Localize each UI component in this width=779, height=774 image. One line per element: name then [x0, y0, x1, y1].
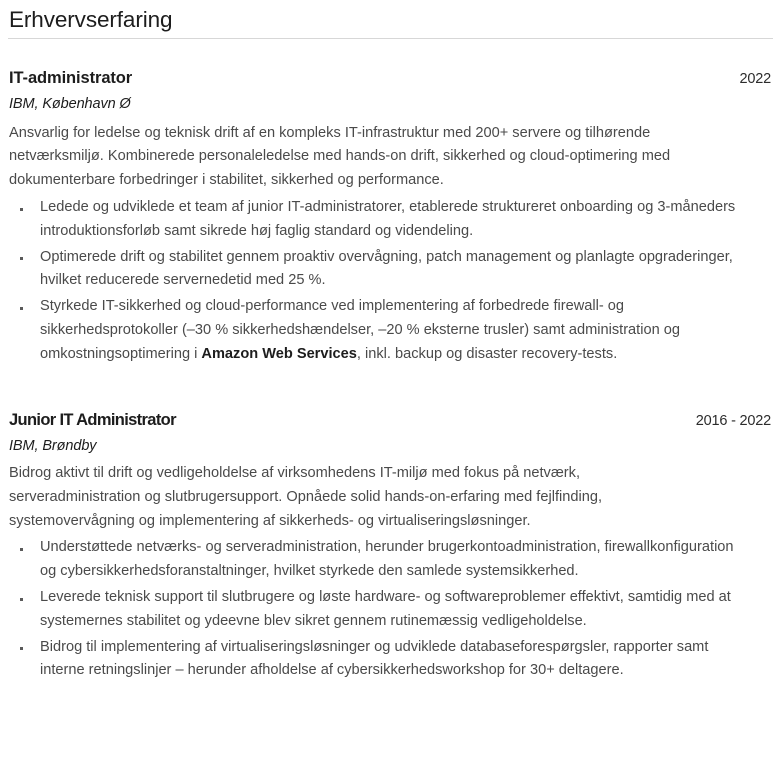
section-header: [8, 0, 773, 46]
list-item: [8, 586, 773, 634]
bullet-dot-icon: [20, 598, 23, 601]
list-item: [8, 536, 773, 584]
bullet-text-tail: , inkl. backup og disaster recovery-tests.: [356, 345, 618, 362]
bullet-dot-icon: [20, 307, 23, 310]
bullet-text: Ledede og udviklede et team af junior IT-administratorer, etablerede struktureret onboarding og 3-måneders introduktionsforløb samt sikrede høj faglig standard og videndeling.: [40, 198, 736, 239]
bullet-text-bold: Amazon Web Services: [201, 345, 357, 362]
list-item: [8, 246, 773, 294]
job-summary: Bidrog aktivt til drift og vedligeholdelse af virksomhedens IT-miljø med fokus på netværk, serveradministration og slutbrugersupport. Opnåede solid hands-on-erfaring med fejlfinding, systemovervågning og implementering af sikkerheds- og virtualiseringsløsninger.: [9, 465, 602, 529]
section-divider: [8, 38, 773, 39]
job-header: [8, 410, 773, 431]
bullet-text: Bidrog til implementering af virtualiseringsløsninger og udviklede databaseforespørgsler, rapporter samt interne retningslinjer – herunder afholdelse af cybersikkerhedsworkshop for 30+ deltagere.: [40, 638, 709, 679]
list-item: [8, 295, 773, 366]
job-summary: Ansvarlig for ledelse og teknisk drift af en kompleks IT-infrastruktur med 200+ servere og tilhørende netværksmiljø. Kombinerede personaleledelse med hands-on drift, sikkerhed og cloud-optimering med dokumenterbare forbedringer i stabilitet, sikkerhed og performance.: [9, 124, 671, 189]
job-entry: [8, 366, 773, 683]
bullet-dot-icon: [20, 548, 23, 551]
bullet-text: Styrkede IT-sikkerhed og cloud-performance ved implementering af forbedrede firewall- og sikkerhedsprotokoller (–30 % sikkerhedshændelser, –20 % eksterne trusler) samt administration og omkostningsoptimering i: [40, 298, 680, 362]
job-date: 2022: [739, 71, 771, 87]
job-header: [8, 68, 773, 89]
job-title: IT-administrator: [9, 69, 133, 87]
bullet-text: Leverede teknisk support til slutbrugere og løste hardware- og softwareproblemer effektivt, samtidig med at systemernes stabilitet og ydeevne blev sikret gennem rutinemæssig vedligeholdelse.: [40, 588, 731, 629]
bullet-text: Understøttede netværks- og serveradministration, herunder brugerkontoadministration, firewallkonfiguration og cybersikkerhedsforanstaltninger, hvilket styrkede den samlede systemsikkerhed.: [40, 539, 734, 580]
page-title: Erhvervserfaring: [9, 7, 173, 32]
bullet-dot-icon: [20, 647, 23, 650]
job-bullet-list: [8, 536, 773, 683]
job-company: IBM, København Ø: [9, 95, 131, 112]
list-item: [8, 196, 773, 244]
bullet-dot-icon: [20, 208, 23, 211]
job-date: 2016 - 2022: [695, 413, 771, 430]
bullet-text: Optimerede drift og stabilitet gennem proaktiv overvågning, patch management og planlagte opgraderinger, hvilket reducerede servernedetid med 25 %.: [40, 248, 733, 289]
job-entry: [8, 46, 773, 366]
job-bullet-list: [8, 196, 773, 366]
job-title: Junior IT Administrator: [9, 411, 176, 430]
job-company: IBM, Brøndby: [9, 438, 97, 455]
bullet-dot-icon: [20, 257, 23, 260]
list-item: [8, 636, 773, 684]
